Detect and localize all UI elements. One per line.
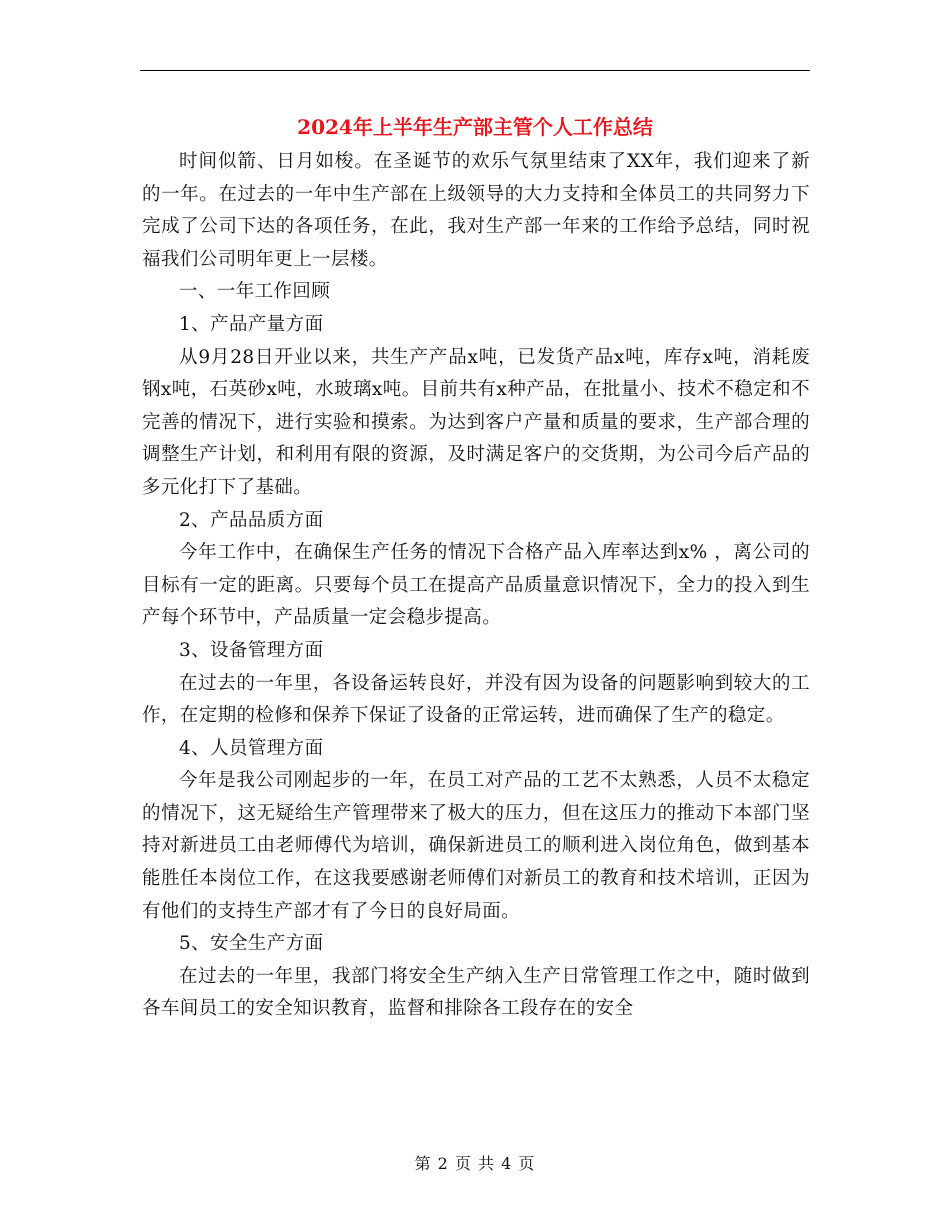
document-body [142, 146, 810, 1026]
subheading-equipment: 3、设备管理方面 [179, 639, 324, 661]
subheading-output: 1、产品产量方面 [179, 313, 324, 335]
paragraph-personnel: 今年是我公司刚起步的一年，在员工对产品的工艺不太熟悉，人员不太稳定的情况下，这无疑给生产管理带来了极大的压力，但在这压力的推动下本部门坚持对新进员工由老师傅代为培训，确保新进员工的顺利进入岗位角色，做到基本能胜任本岗位工作，在这我要感谢老师傅们对新员工的教育和技术培训，正因为有他们的支持生产部才有了今日的良好局面。 [142, 770, 810, 922]
paragraph-quality: 今年工作中，在确保生产任务的情况下合格产品入库率达到x% ，离公司的目标有一定的距离。只要每个员工在提高产品质量意识情况下，全力的投入到生产每个环节中，产品质量一定会稳步提高。 [142, 542, 810, 629]
header-rule [140, 70, 810, 71]
subheading-safety: 5、安全生产方面 [179, 933, 324, 955]
paragraph-safety: 在过去的一年里，我部门将安全生产纳入生产日常管理工作之中，随时做到各车间员工的安全知识教育，监督和排除各工段存在的安全 [142, 965, 810, 1020]
paragraph-output: 从9月28日开业以来，共生产产品x吨，已发货产品x吨，库存x吨，消耗废钢x吨，石英砂x吨，水玻璃x吨。目前共有x种产品，在批量小、技术不稳定和不完善的情况下，进行实验和摸索。为达到客户产量和质量的要求，生产部合理的调整生产计划，和利用有限的资源，及时满足客户的交货期，为公司今后产品的多元化打下了基础。 [142, 346, 810, 498]
section-heading-review: 一、一年工作回顾 [179, 281, 331, 303]
paragraph-equipment: 在过去的一年里，各设备运转良好，并没有因为设备的问题影响到较大的工作，在定期的检修和保养下保证了设备的正常运转，进而确保了生产的稳定。 [142, 672, 810, 727]
intro-paragraph: 时间似箭、日月如梭。在圣诞节的欢乐气氛里结束了XX年，我们迎来了新的一年。在过去的一年中生产部在上级领导的大力支持和全体员工的共同努力下完成了公司下达的各项任务，在此，我对生产部一年来的工作给予总结，同时祝福我们公司明年更上一层楼。 [142, 151, 810, 270]
page-number: 第 2 页 共 4 页 [414, 1154, 536, 1173]
subheading-personnel: 4、人员管理方面 [179, 737, 324, 759]
subheading-quality: 2、产品品质方面 [179, 509, 324, 531]
document-title: 2024年上半年生产部主管个人工作总结 [297, 115, 653, 139]
